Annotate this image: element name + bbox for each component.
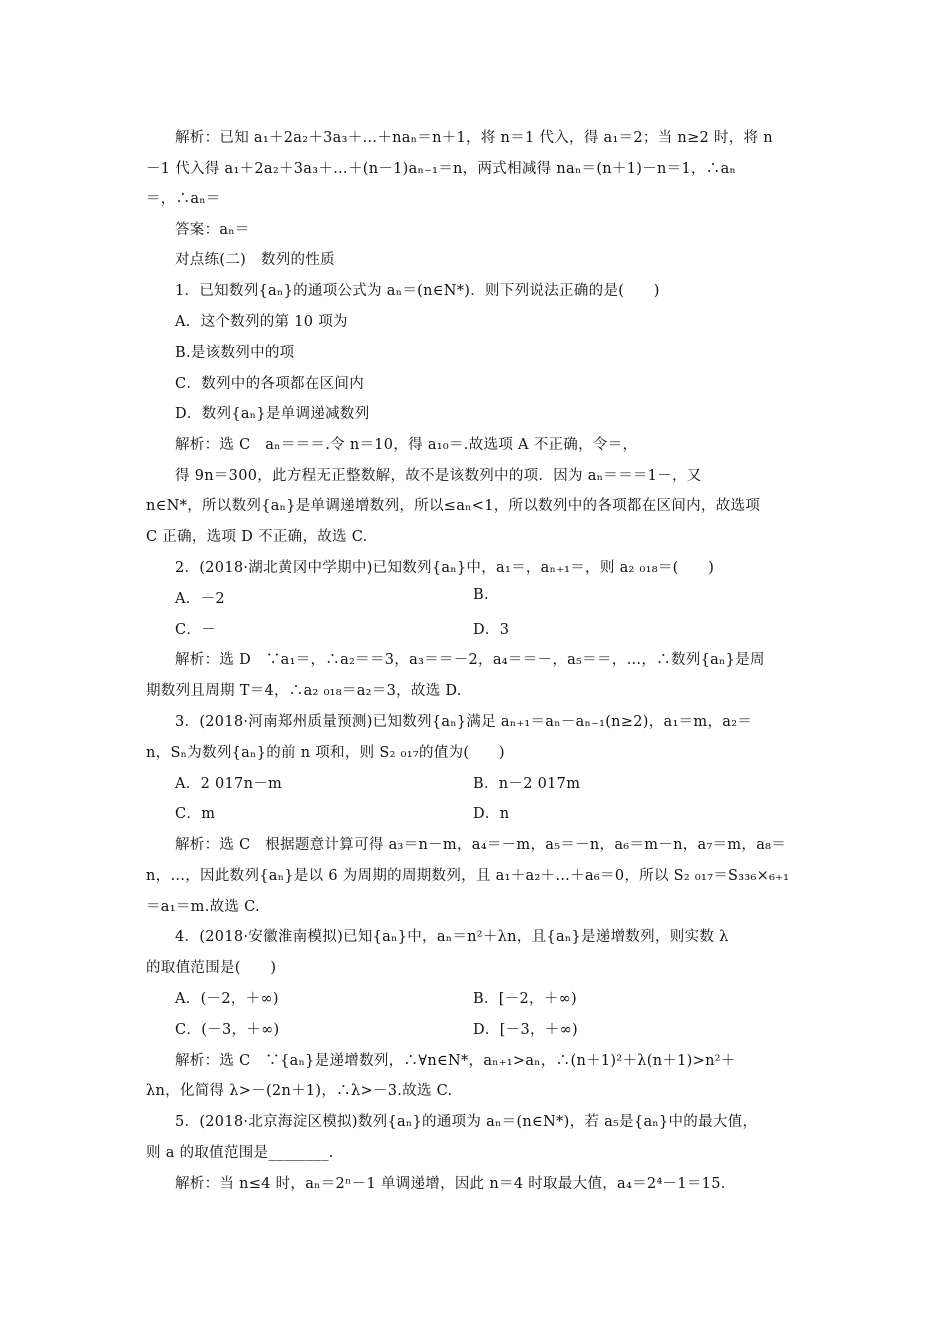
- solution-line: 得 9n＝300，此方程无正整数解，故不是该数列中的项．因为 aₙ＝＝＝1－，又: [175, 468, 702, 484]
- question-3-cont: n，Sₙ为数列{aₙ}的前 n 项和，则 S₂ ₀₁₇的值为( ): [146, 745, 505, 761]
- option-c: C．－: [175, 622, 216, 638]
- question-4-cont: 的取值范围是( ): [146, 960, 277, 976]
- text-line: －1 代入得 a₁＋2a₂＋3a₃＋…＋(n－1)aₙ₋₁＝n，两式相减得 naₙ＝(n＋1)－n＝1，∴aₙ: [146, 161, 737, 177]
- solution-line: 解析：选 D ∵a₁＝，∴a₂＝＝3，a₃＝＝－2，a₄＝＝－，a₅＝＝，…，∴数列{aₙ}是周: [175, 652, 765, 668]
- option-b: B．n－2 017m: [473, 776, 581, 792]
- solution-line: 期数列且周期 T＝4，∴a₂ ₀₁₈＝a₂＝3，故选 D.: [146, 683, 462, 699]
- question-4: 4．(2018·安徽淮南模拟)已知{aₙ}中，aₙ＝n²＋λn，且{aₙ}是递增数列，则实数 λ: [175, 929, 729, 945]
- solution-line: 解析：选 C 根据题意计算可得 a₃＝n－m，a₄＝－m，a₅＝－n，a₆＝m－n，a₇＝m，a₈＝: [175, 837, 787, 853]
- text-line: ＝，∴aₙ＝: [146, 191, 221, 207]
- question-3: 3．(2018·河南郑州质量预测)已知数列{aₙ}满足 aₙ₊₁＝aₙ－aₙ₋₁(n≥2)，a₁＝m，a₂＝: [175, 714, 753, 730]
- option-d: D．3: [473, 622, 510, 638]
- option-a: A．2 017n－m: [175, 776, 283, 792]
- option-c: C．m: [175, 806, 216, 822]
- question-5: 5．(2018·北京海淀区模拟)数列{aₙ}的通项为 aₙ＝(n∈N*)，若 a₅是{aₙ}中的最大值，: [175, 1114, 758, 1130]
- option-b: B．[－2，＋∞): [473, 991, 577, 1007]
- option-c: C．数列中的各项都在区间内: [175, 376, 364, 392]
- option-d: D．[－3，＋∞): [473, 1022, 578, 1038]
- solution-line: ＝a₁＝m.故选 C.: [146, 899, 260, 915]
- solution-line: n∈N*，所以数列{aₙ}是单调递增数列，所以≤aₙ<1，所以数列中的各项都在区间内，故选项: [146, 498, 761, 514]
- solution-line: 解析：选 C ∵{aₙ}是递增数列，∴∀n∈N*，aₙ₊₁>aₙ，∴(n＋1)²＋λ(n＋1)>n²＋: [175, 1053, 736, 1069]
- question-5-cont: 则 a 的取值范围是________.: [146, 1145, 334, 1161]
- option-a: A．(－2，＋∞): [175, 991, 279, 1007]
- section-heading: 对点练(二) 数列的性质: [175, 252, 335, 268]
- question-1: 1．已知数列{aₙ}的通项公式为 aₙ＝(n∈N*)．则下列说法正确的是( ): [175, 283, 660, 299]
- text-line: 解析：已知 a₁＋2a₂＋3a₃＋…＋naₙ＝n＋1，将 n＝1 代入，得 a₁＝2；当 n≥2 时，将 n: [175, 130, 773, 146]
- question-2: 2．(2018·湖北黄冈中学期中)已知数列{aₙ}中，a₁＝，aₙ₊₁＝，则 a₂ ₀₁₈＝( ): [175, 560, 715, 576]
- option-b: B.是该数列中的项: [175, 345, 295, 361]
- option-b: B.: [473, 587, 489, 603]
- solution-line: 解析：当 n≤4 时，aₙ＝2ⁿ－1 单调递增，因此 n＝4 时取最大值，a₄＝2⁴－1＝15.: [175, 1176, 726, 1192]
- option-c: C．(－3，＋∞): [175, 1022, 280, 1038]
- option-d: D．n: [473, 806, 510, 822]
- solution-line: 解析：选 C aₙ＝＝＝.令 n＝10，得 a₁₀＝.故选项 A 不正确，令＝，: [175, 437, 638, 453]
- option-d: D．数列{aₙ}是单调递减数列: [175, 406, 370, 422]
- option-a: A．－2: [175, 591, 225, 607]
- option-a: A．这个数列的第 10 项为: [175, 314, 348, 330]
- solution-line: n，…，因此数列{aₙ}是以 6 为周期的周期数列，且 a₁＋a₂＋…＋a₆＝0，所以 S₂ ₀₁₇＝S₃₃₆×₆₊₁: [146, 868, 790, 884]
- answer-line: 答案：aₙ＝: [175, 222, 250, 238]
- solution-line: λn，化简得 λ>－(2n＋1)，∴λ>－3.故选 C.: [146, 1083, 453, 1099]
- solution-line: C 正确，选项 D 不正确，故选 C.: [146, 529, 368, 545]
